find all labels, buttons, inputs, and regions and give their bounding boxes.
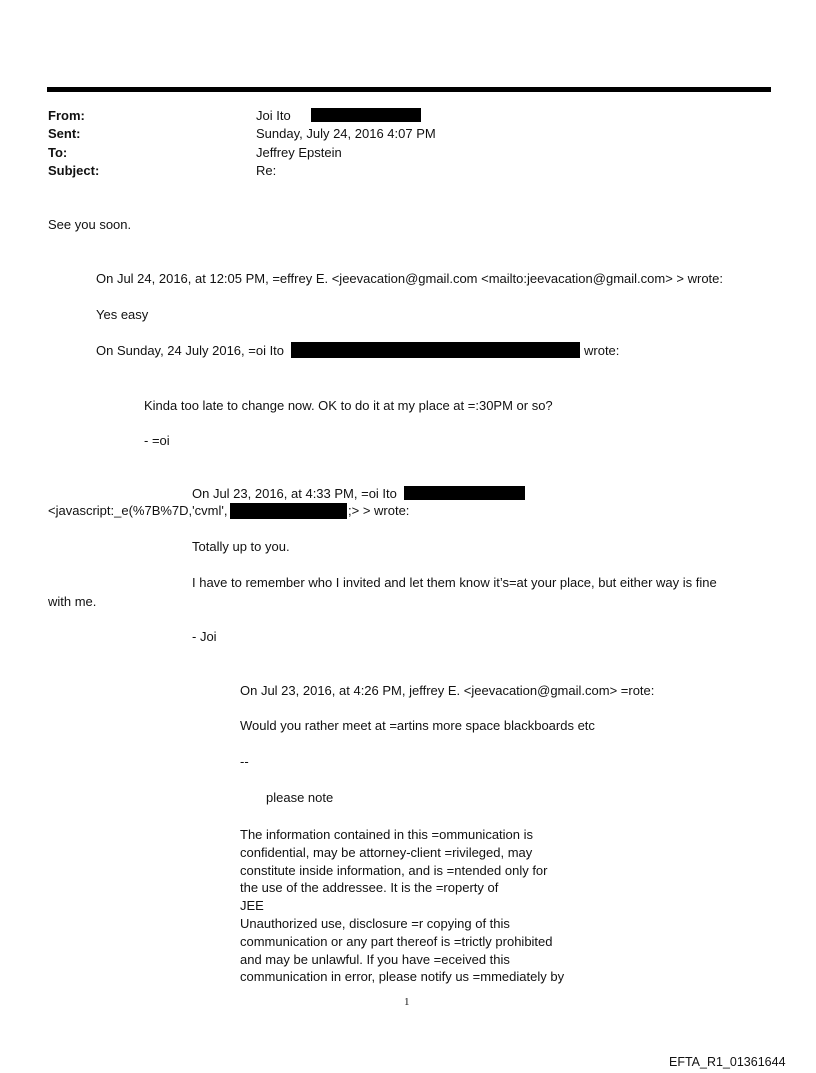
redaction-box	[311, 108, 421, 122]
disclaimer-block	[240, 826, 600, 986]
disclaimer-line: and may be unlawful. If you have =eceived this	[240, 951, 510, 967]
redaction-box	[230, 503, 347, 519]
signature: - =oi	[144, 433, 170, 448]
sent-value: Sunday, July 24, 2016 4:07 PM	[256, 126, 436, 141]
body-line: Would you rather meet at =artins more space blackboards etc	[240, 718, 595, 733]
body-line: please note	[266, 790, 334, 805]
disclaimer-line: the use of the addressee. It is the =roperty of	[240, 880, 499, 896]
body-line: Totally up to you.	[192, 539, 290, 554]
quote-header: On Jul 23, 2016, at 4:26 PM, jeffrey E. <jeevacation@gmail.com> =rote:	[240, 683, 655, 698]
redaction-box	[404, 486, 525, 500]
from-label: From:	[48, 108, 85, 123]
body-line: Yes easy	[96, 307, 149, 322]
quote-header-wrote: ;> > wrote:	[348, 503, 410, 518]
quote-header-wrote: wrote:	[584, 343, 620, 358]
disclaimer-line: constitute inside information, and is =ntended only for	[240, 862, 548, 878]
subject-label: Subject:	[48, 163, 100, 178]
quote-header: <javascript:_e(%7B%7D,'cvml',	[48, 503, 228, 518]
body-line: with me.	[48, 594, 97, 609]
header-rule	[47, 87, 771, 92]
from-value: Joi Ito	[256, 108, 291, 123]
disclaimer-line: communication in error, please notify us =mmediately by	[240, 969, 565, 985]
sent-label: Sent:	[48, 126, 81, 141]
disclaimer-line: confidential, may be attorney-client =rivileged, may	[240, 844, 533, 860]
disclaimer-line: Unauthorized use, disclosure =r copying of this	[240, 915, 510, 931]
page-number: 1	[404, 996, 410, 1008]
to-label: To:	[48, 145, 68, 160]
separator: --	[240, 754, 249, 769]
to-value: Jeffrey Epstein	[256, 145, 342, 160]
document-id: EFTA_R1_01361644	[669, 1055, 786, 1069]
subject-value: Re:	[256, 163, 277, 178]
body-line: Kinda too late to change now. OK to do it at my place at =:30PM or so?	[144, 398, 553, 413]
signature: - Joi	[192, 629, 217, 644]
quote-header: On Jul 23, 2016, at 4:33 PM, =oi Ito	[192, 486, 397, 501]
quote-header: On Jul 24, 2016, at 12:05 PM, =effrey E. <jeevacation@gmail.com <mailto:jeevacation@gmail.com> > wrote:	[96, 271, 724, 286]
disclaimer-line: communication or any part thereof is =trictly prohibited	[240, 933, 553, 949]
redaction-box	[291, 342, 580, 358]
body-line: See you soon.	[48, 217, 132, 232]
body-line: I have to remember who I invited and let them know it’s=at your place, but either way is fine	[192, 575, 717, 590]
disclaimer-line: JEE	[240, 898, 264, 914]
disclaimer-line: The information contained in this =ommunication is	[240, 827, 534, 842]
quote-header: On Sunday, 24 July 2016, =oi Ito	[96, 343, 285, 358]
